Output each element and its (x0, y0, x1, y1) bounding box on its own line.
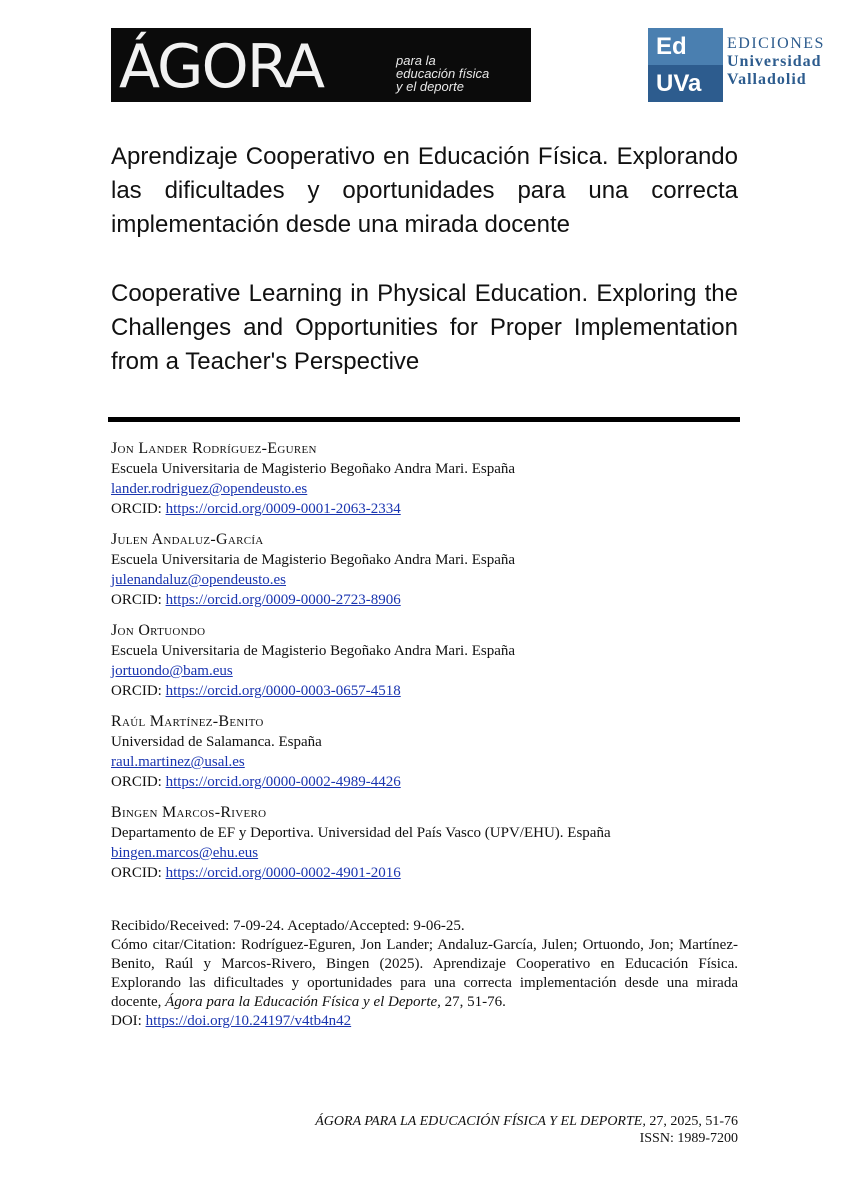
doi-label: DOI: (111, 1013, 142, 1029)
author-affiliation: Universidad de Salamanca. España (111, 734, 322, 750)
author-email-link[interactable]: bingen.marcos@ehu.eus (111, 845, 259, 861)
publisher-line: Universidad (727, 53, 822, 70)
footer-issn: ISSN: 1989-7200 (639, 1131, 738, 1146)
publisher-line: Valladolid (727, 71, 807, 88)
author-block (111, 802, 751, 883)
agora-wordmark-text: ÁGORA (119, 32, 324, 102)
author-affiliation: Departamento de EF y Deportiva. Universidad del País Vasco (UPV/EHU). España (111, 825, 611, 841)
author-block (111, 529, 751, 610)
eduva-mark-top: Ed (648, 28, 723, 65)
orcid-label: ORCID: (111, 774, 162, 790)
doi-link[interactable]: https://doi.org/10.24197/v4tb4n42 (145, 1013, 352, 1029)
author-name: Julen Andaluz-García (111, 531, 264, 548)
author-affiliation: Escuela Universitaria de Magisterio Begoñako Andra Mari. España (111, 461, 516, 477)
author-email-link[interactable]: lander.rodriguez@opendeusto.es (111, 481, 308, 497)
footer-journal: ÁGORA PARA LA EDUCACIÓN FÍSICA Y EL DEPORTE, (315, 1114, 646, 1129)
title-spanish: Aprendizaje Cooperativo en Educación Física. Explorando las dificultades y oportunidades para una correcta implementación desde una mirada docente (111, 143, 738, 238)
citation-text: Cómo citar/Citation: Rodríguez-Eguren, Jon Lander; Andaluz-García, Julen; Ortuondo, Jon; Martínez-Benito, Raúl y Marcos-Rivero, Bingen (2025). Aprendizaje Cooperativo en Educación Física. Explorando las dificultades y oportunidades para una correcta implementación desde una mirada docente, (111, 937, 738, 1010)
author-email-link[interactable]: raul.martinez@usal.es (111, 754, 245, 770)
page-footer (315, 1113, 738, 1147)
author-email-link[interactable]: jortuondo@bam.eus (111, 663, 233, 679)
author-list (111, 438, 751, 893)
title-divider (108, 417, 740, 422)
agora-logo (111, 28, 531, 102)
ediciones-uva-logo (648, 28, 838, 102)
orcid-link[interactable]: https://orcid.org/0000-0002-4989-4426 (165, 774, 401, 790)
orcid-link[interactable]: https://orcid.org/0000-0002-4901-2016 (165, 865, 401, 881)
orcid-label: ORCID: (111, 683, 162, 699)
citation-journal: Ágora para la Educación Física y el Deporte, (165, 994, 441, 1010)
citation (111, 936, 738, 1012)
author-name: Bingen Marcos-Rivero (111, 804, 267, 821)
eduva-mark-bottom: UVa (648, 65, 723, 102)
eduva-mark (648, 28, 723, 102)
title-english: Cooperative Learning in Physical Education. Exploring the Challenges and Opportunities for Proper Implementation from a Teacher's Perspective (111, 280, 738, 375)
orcid-link[interactable]: https://orcid.org/0009-0000-2723-8906 (165, 592, 401, 608)
author-name: Raúl Martínez-Benito (111, 713, 264, 730)
author-block (111, 711, 751, 792)
agora-tagline-line: y el deporte (396, 79, 464, 94)
publisher-name (727, 35, 845, 89)
agora-tagline-line: para la (396, 53, 436, 68)
agora-wordmark (119, 32, 324, 102)
author-email-link[interactable]: julenandaluz@opendeusto.es (111, 572, 287, 588)
orcid-label: ORCID: (111, 501, 162, 517)
author-name: Jon Lander Rodríguez-Eguren (111, 440, 317, 457)
orcid-label: ORCID: (111, 865, 162, 881)
citation-volume: 27, 51-76. (440, 994, 506, 1010)
author-affiliation: Escuela Universitaria de Magisterio Begoñako Andra Mari. España (111, 643, 516, 659)
author-affiliation: Escuela Universitaria de Magisterio Begoñako Andra Mari. España (111, 552, 516, 568)
orcid-label: ORCID: (111, 592, 162, 608)
author-block (111, 438, 751, 519)
agora-tagline (396, 54, 528, 93)
author-block (111, 620, 751, 701)
author-name: Jon Ortuondo (111, 622, 206, 639)
article-metadata (111, 917, 738, 1031)
orcid-link[interactable]: https://orcid.org/0009-0001-2063-2334 (165, 501, 401, 517)
footer-volume-pages: 27, 2025, 51-76 (649, 1114, 738, 1129)
orcid-link[interactable]: https://orcid.org/0000-0003-0657-4518 (165, 683, 401, 699)
received-accepted-dates: Recibido/Received: 7-09-24. Aceptado/Accepted: 9-06-25. (111, 918, 465, 934)
publisher-line: EDICIONES (727, 35, 825, 52)
agora-tagline-line: educación física (396, 66, 490, 81)
